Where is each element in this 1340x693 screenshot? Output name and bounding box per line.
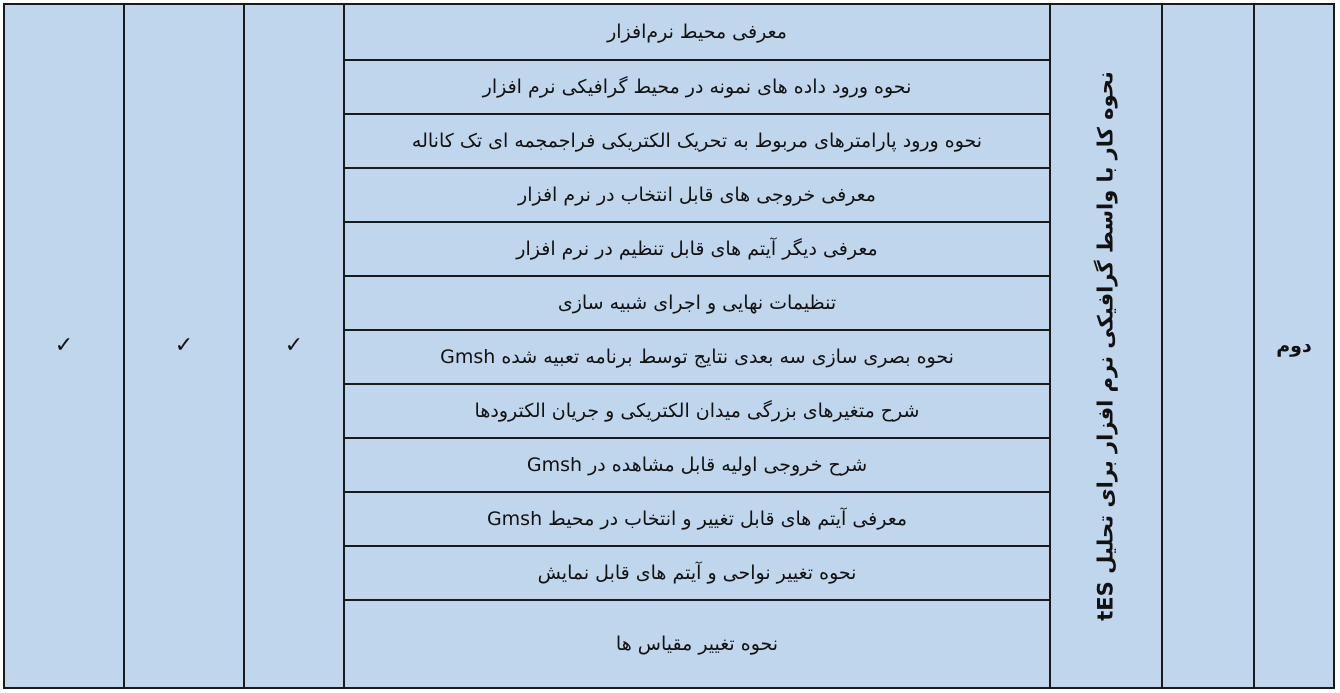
- check-mark-3: ✓: [284, 333, 304, 358]
- check-column-1: [5, 5, 123, 687]
- session-label: دوم: [1276, 335, 1312, 357]
- section-title-column: [1049, 5, 1161, 687]
- topic-row-5: معرفی دیگر آیتم های قابل تنظیم در نرم افزار: [345, 223, 1049, 277]
- check-column-2: [123, 5, 243, 687]
- topic-row-9: شرح خروجی اولیه قابل مشاهده در Gmsh: [345, 439, 1049, 493]
- topic-row-1: معرفی محیط نرم‌افزار: [345, 5, 1049, 61]
- topic-row-7: نحوه بصری سازی سه بعدی نتایج توسط برنامه تعبیه شده Gmsh: [345, 331, 1049, 385]
- topic-row-3: نحوه ورود پارامترهای مربوط به تحریک الکتریکی فراجمجمه ای تک کاناله: [345, 115, 1049, 169]
- topics-column: [343, 5, 1049, 687]
- topic-row-2: نحوه ورود داده های نمونه در محیط گرافیکی نرم افزار: [345, 61, 1049, 115]
- session-column: [1253, 5, 1333, 687]
- check-column-3: [243, 5, 343, 687]
- topic-row-11: نحوه تغییر نواحی و آیتم های قابل نمایش: [345, 547, 1049, 601]
- check-mark-2: ✓: [174, 333, 194, 358]
- topic-row-4: معرفی خروجی های قابل انتخاب در نرم افزار: [345, 169, 1049, 223]
- topic-row-12: نحوه تغییر مقیاس ها: [345, 601, 1049, 687]
- topic-row-10: معرفی آیتم های قابل تغییر و انتخاب در محیط Gmsh: [345, 493, 1049, 547]
- section-title: نحوه کار با واسط گرافیکی نرم افزار برای تحلیل tES: [1094, 71, 1119, 621]
- topic-row-8: شرح متغیرهای بزرگی میدان الکتریکی و جریان الکترودها: [345, 385, 1049, 439]
- syllabus-table: [3, 3, 1335, 689]
- empty-column: [1161, 5, 1253, 687]
- topic-row-6: تنظیمات نهایی و اجرای شبیه سازی: [345, 277, 1049, 331]
- check-mark-1: ✓: [54, 333, 74, 358]
